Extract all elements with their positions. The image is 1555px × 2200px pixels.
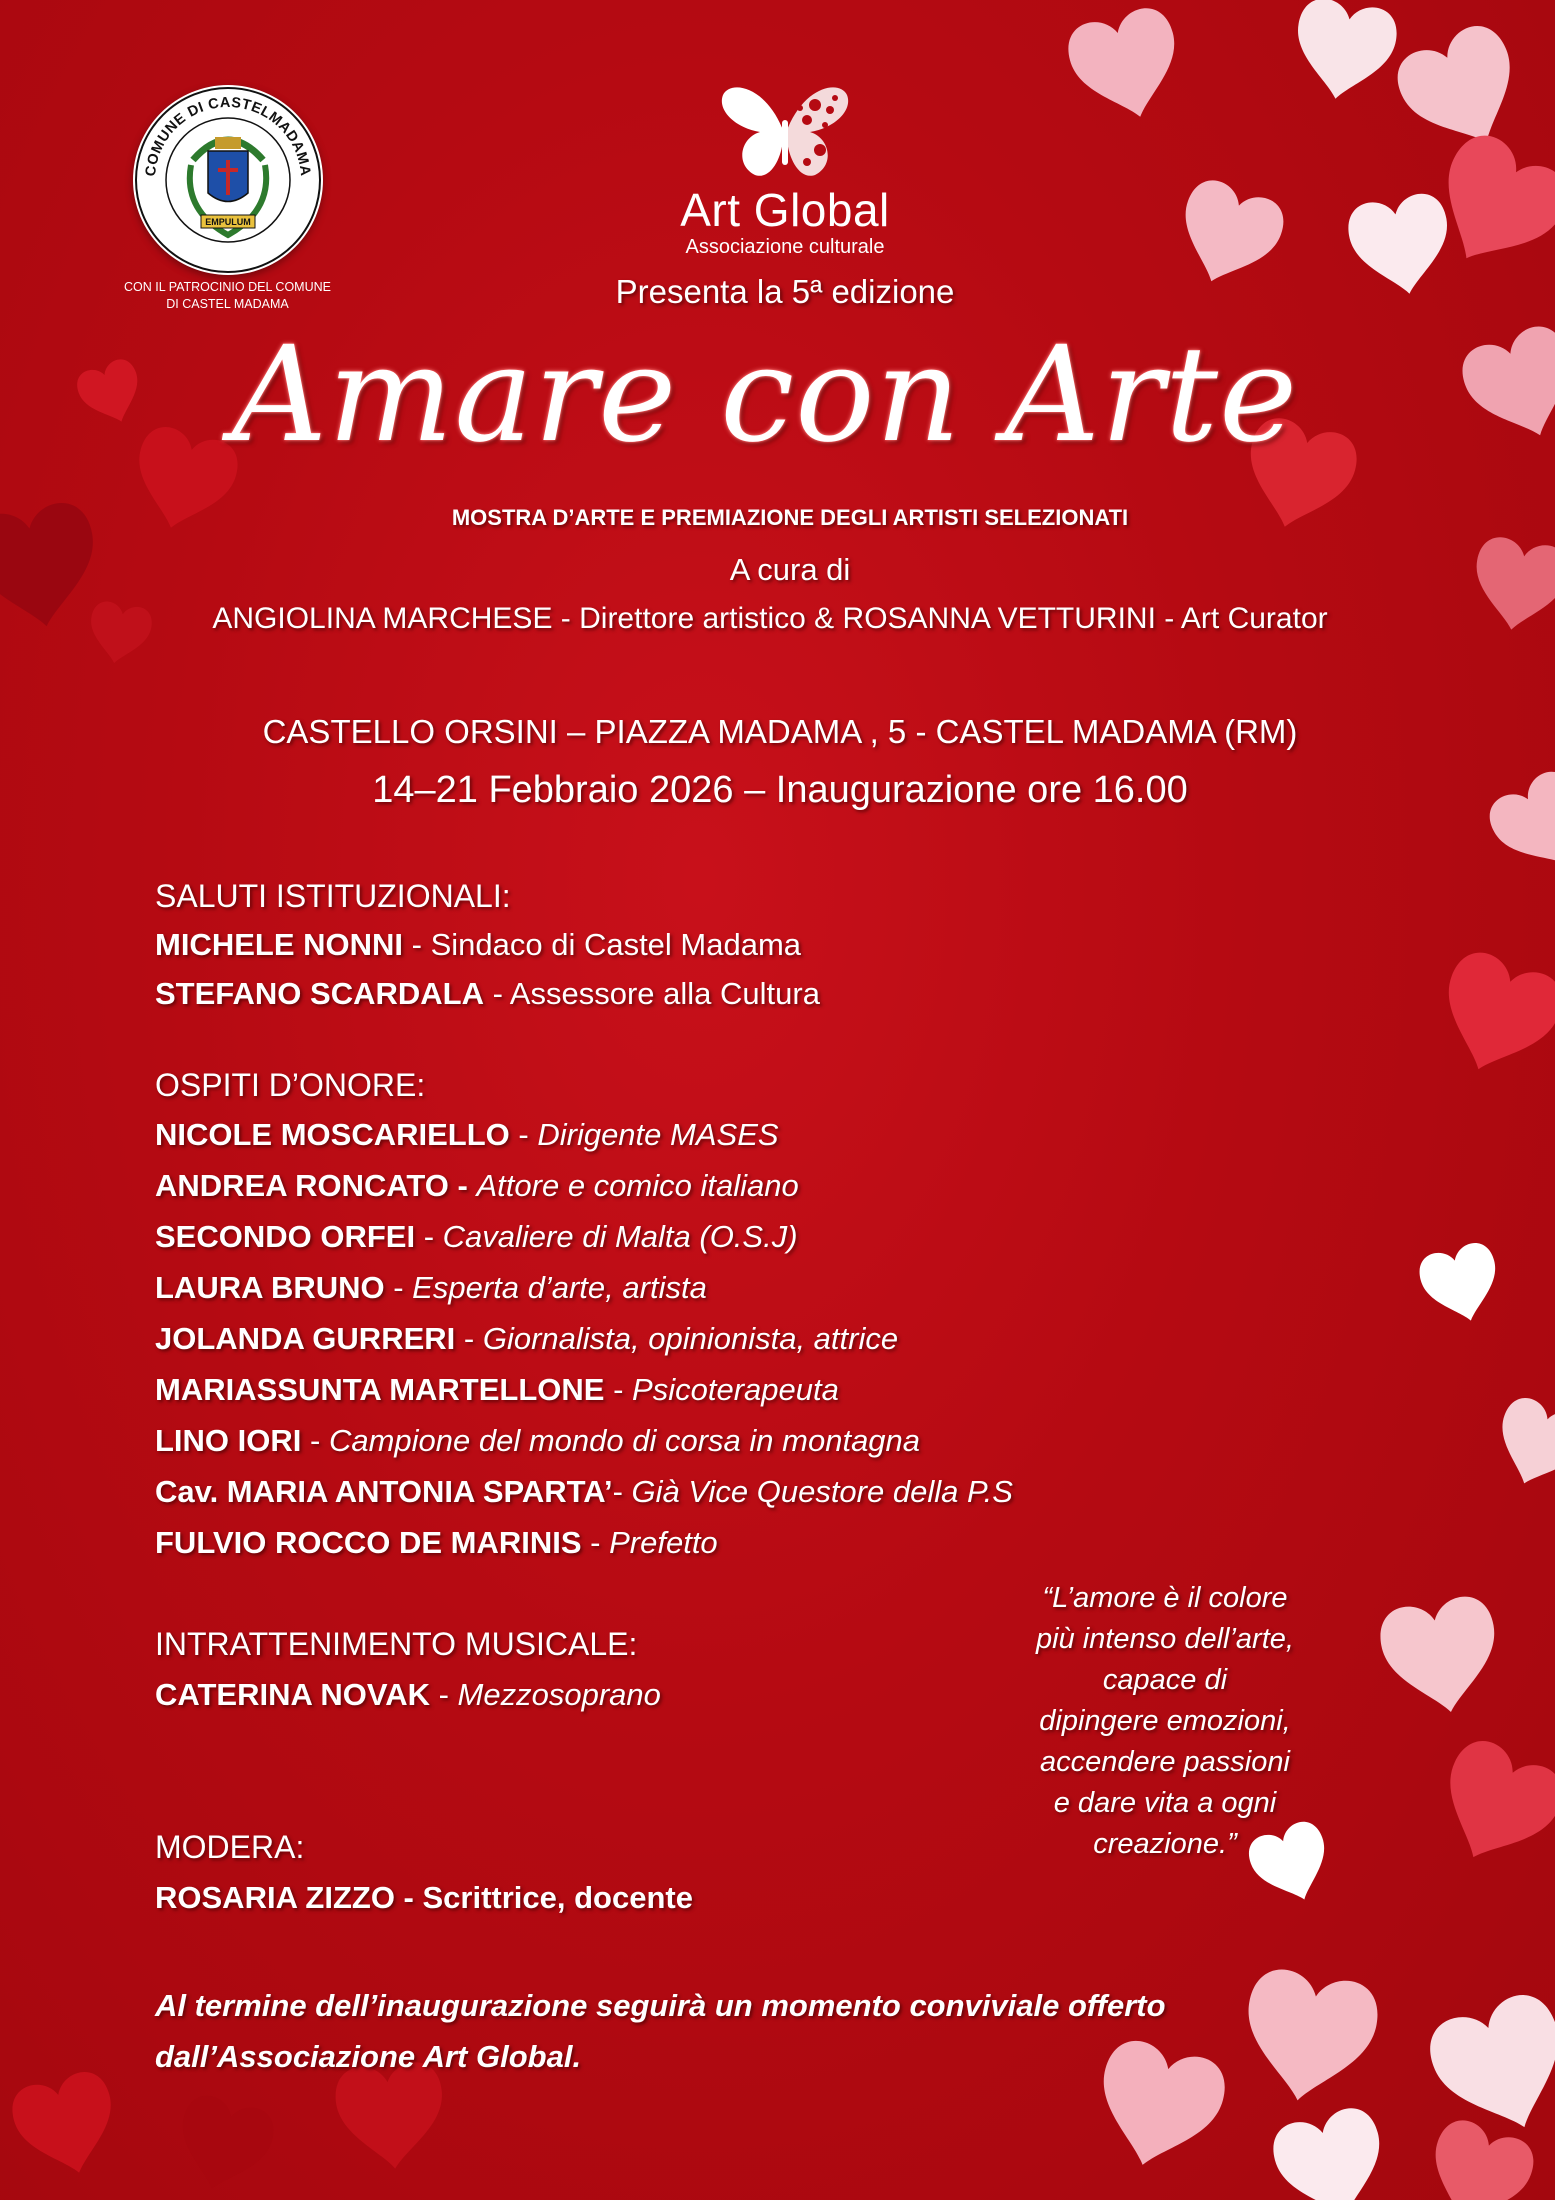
saluti-person	[155, 925, 801, 965]
person-role: Cavaliere di Malta (O.S.J)	[442, 1219, 798, 1254]
patronage-line1: CON IL PATROCINIO DEL COMUNE	[124, 280, 331, 294]
svg-text:COMUNE DI CASTELMADAMA: COMUNE DI CASTELMADAMA	[142, 94, 314, 178]
person-separator: -	[509, 1117, 538, 1152]
saluti-person	[155, 974, 820, 1014]
quote-line: capace di	[1102, 1664, 1228, 1696]
closing-note	[155, 1980, 1305, 2082]
ospiti-heading: OSPITI D’ONORE:	[155, 1067, 426, 1103]
event-title: Amare con Arte	[231, 318, 1299, 472]
ospite-person	[155, 1166, 799, 1206]
patronage-line2: DI CASTEL MADAMA	[166, 297, 289, 311]
person-name: CATERINA NOVAK	[155, 1677, 430, 1712]
person-role: Già Vice Questore della P.S	[631, 1474, 1013, 1509]
person-role: Dirigente MASES	[537, 1117, 779, 1152]
person-role: Sindaco di Castel Madama	[430, 927, 802, 962]
person-separator: -	[415, 1219, 443, 1254]
ospite-person	[155, 1319, 898, 1359]
person-role: Attore e comico italiano	[476, 1168, 799, 1203]
curator-role: - Direttore artistico &	[552, 602, 843, 635]
musica-heading: INTRATTENIMENTO MUSICALE:	[155, 1626, 638, 1662]
person-separator: -	[301, 1423, 329, 1458]
coat-of-arms-icon	[133, 85, 323, 275]
dates-line: 14–21 Febbraio 2026 – Inaugurazione ore 16.00	[372, 769, 1188, 811]
person-name: MICHELE NONNI	[155, 927, 403, 962]
quote-line: più intenso dell’arte,	[1036, 1623, 1294, 1655]
curator-role: - Art Curator	[1155, 602, 1328, 635]
event-subtitle: MOSTRA D’ARTE E PREMIAZIONE DEGLI ARTISTI SELEZIONATI	[451, 505, 1129, 530]
ospite-person	[155, 1217, 798, 1257]
art-global-logo-text: Art Global	[680, 184, 890, 236]
person-name: MARIASSUNTA MARTELLONE	[155, 1372, 605, 1407]
person-separator: -	[429, 1677, 458, 1712]
modera-heading: MODERA:	[155, 1829, 305, 1865]
ospite-person	[155, 1472, 1013, 1512]
person-name: LAURA BRUNO	[155, 1270, 385, 1305]
love-quote	[990, 1578, 1340, 1865]
person-separator: -	[384, 1270, 413, 1305]
quote-line: creazione.”	[1093, 1828, 1237, 1860]
person-separator	[468, 1168, 477, 1203]
person-separator: -	[483, 976, 510, 1011]
butterfly-logo-icon	[715, 80, 855, 185]
person-name: STEFANO SCARDALA	[155, 976, 484, 1011]
art-global-logo-subtitle: Associazione culturale	[685, 236, 885, 258]
edition-text: Presenta la 5ª edizione	[615, 273, 955, 310]
person-role: Giornalista, opinionista, attrice	[482, 1321, 899, 1356]
quote-line: e dare vita a ogni	[1053, 1787, 1277, 1819]
person-separator: -	[581, 1525, 610, 1560]
person-separator: -	[455, 1321, 483, 1356]
musica-person	[155, 1675, 661, 1715]
moderator-name: ROSARIA ZIZZO - Scrittrice, docente	[155, 1880, 693, 1915]
person-name: NICOLE MOSCARIELLO	[155, 1117, 510, 1152]
closing-line: Al termine dell’inaugurazione seguirà un momento conviviale offerto	[155, 1988, 1166, 2023]
person-separator: -	[612, 1474, 632, 1509]
ospite-person	[155, 1523, 718, 1563]
quote-line: dipingere emozioni,	[1039, 1705, 1291, 1737]
person-name: LINO IORI	[155, 1423, 302, 1458]
person-role: Psicoterapeuta	[632, 1372, 839, 1407]
closing-line: dall’Associazione Art Global.	[155, 2039, 582, 2074]
person-role: Prefetto	[609, 1525, 718, 1560]
quote-line: accendere passioni	[1040, 1746, 1290, 1778]
curators-line	[120, 600, 1420, 638]
ospite-person	[155, 1115, 779, 1155]
curator-name: ANGIOLINA MARCHESE	[212, 602, 553, 635]
ospite-person	[155, 1268, 707, 1308]
person-role: Mezzosoprano	[457, 1677, 661, 1712]
person-role: Campione del mondo di corsa in montagna	[328, 1423, 921, 1458]
person-name: ANDREA RONCATO -	[155, 1168, 468, 1203]
curator-name: ROSANNA VETTURINI	[842, 602, 1156, 635]
ospite-person	[155, 1370, 839, 1410]
curated-by-label: A cura di	[729, 552, 851, 587]
person-name: JOLANDA GURRERI	[155, 1321, 456, 1356]
person-role: Esperta d’arte, artista	[412, 1270, 707, 1305]
person-separator: -	[403, 927, 431, 962]
ospite-person	[155, 1421, 920, 1461]
modera-person	[155, 1878, 693, 1918]
person-separator: -	[604, 1372, 633, 1407]
svg-text:EMPULUM: EMPULUM	[205, 217, 251, 227]
municipality-seal-logo	[133, 85, 323, 275]
saluti-heading: SALUTI ISTITUZIONALI:	[155, 878, 511, 914]
quote-line: “L’amore è il colore	[1042, 1582, 1288, 1614]
person-role: Assessore alla Cultura	[509, 976, 820, 1011]
person-name: SECONDO ORFEI	[155, 1219, 416, 1254]
venue-line: CASTELLO ORSINI – PIAZZA MADAMA , 5 - CASTEL MADAMA (RM)	[262, 713, 1298, 750]
person-name: Cav. MARIA ANTONIA SPARTA’	[155, 1474, 613, 1509]
person-name: FULVIO ROCCO DE MARINIS	[155, 1525, 582, 1560]
